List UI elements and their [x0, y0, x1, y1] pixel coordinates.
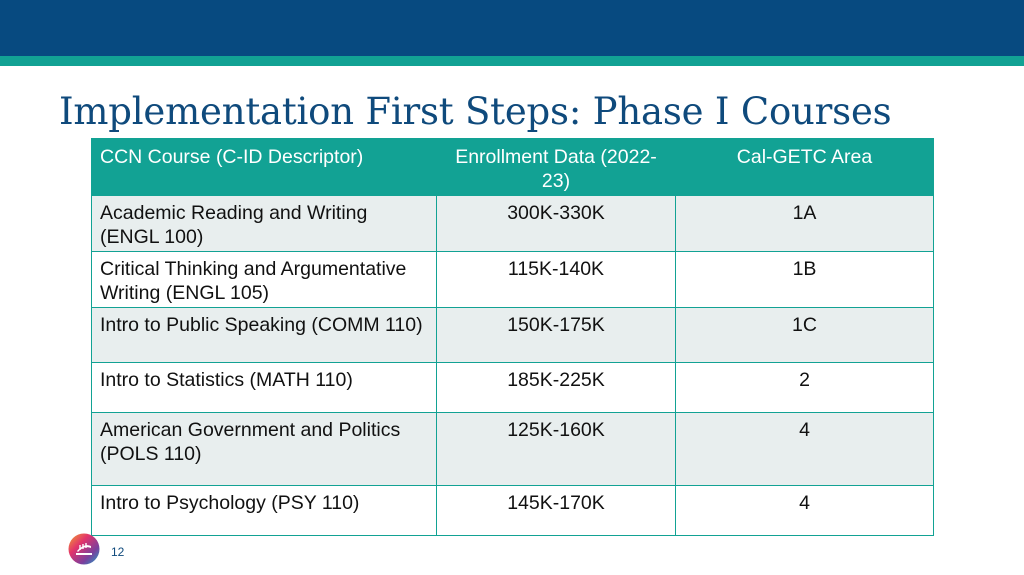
header-accent-stripe [0, 56, 1024, 66]
enrollment-cell: 115K-140K [437, 252, 676, 308]
header-band [0, 0, 1024, 56]
enrollment-cell: 150K-175K [437, 308, 676, 363]
table-row [92, 363, 934, 413]
enrollment-cell: 300K-330K [437, 196, 676, 252]
table-row [92, 308, 934, 363]
area-cell: 1A [676, 196, 934, 252]
area-cell: 2 [676, 363, 934, 413]
header-course: CCN Course (C-ID Descriptor) [92, 139, 437, 196]
table-row [92, 413, 934, 486]
slide-title: Implementation First Steps: Phase I Courses [59, 90, 892, 133]
courses-table [91, 138, 934, 536]
table-row [92, 252, 934, 308]
course-cell: Intro to Psychology (PSY 110) [92, 486, 437, 536]
area-cell: 4 [676, 486, 934, 536]
page-number: 12 [111, 545, 125, 559]
enrollment-cell: 145K-170K [437, 486, 676, 536]
area-cell: 1B [676, 252, 934, 308]
course-cell: Intro to Public Speaking (COMM 110) [92, 308, 437, 363]
area-cell: 1C [676, 308, 934, 363]
course-cell: American Government and Politics (POLS 110) [92, 413, 437, 486]
table-row [92, 196, 934, 252]
course-cell: Intro to Statistics (MATH 110) [92, 363, 437, 413]
header-area: Cal-GETC Area [676, 139, 934, 196]
college-logo-icon [68, 533, 100, 565]
course-cell: Critical Thinking and Argumentative Writing (ENGL 105) [92, 252, 437, 308]
enrollment-cell: 185K-225K [437, 363, 676, 413]
course-cell: Academic Reading and Writing (ENGL 100) [92, 196, 437, 252]
table-header-row [92, 139, 934, 196]
area-cell: 4 [676, 413, 934, 486]
header-enrollment: Enrollment Data (2022-23) [437, 139, 676, 196]
enrollment-cell: 125K-160K [437, 413, 676, 486]
table-row [92, 486, 934, 536]
